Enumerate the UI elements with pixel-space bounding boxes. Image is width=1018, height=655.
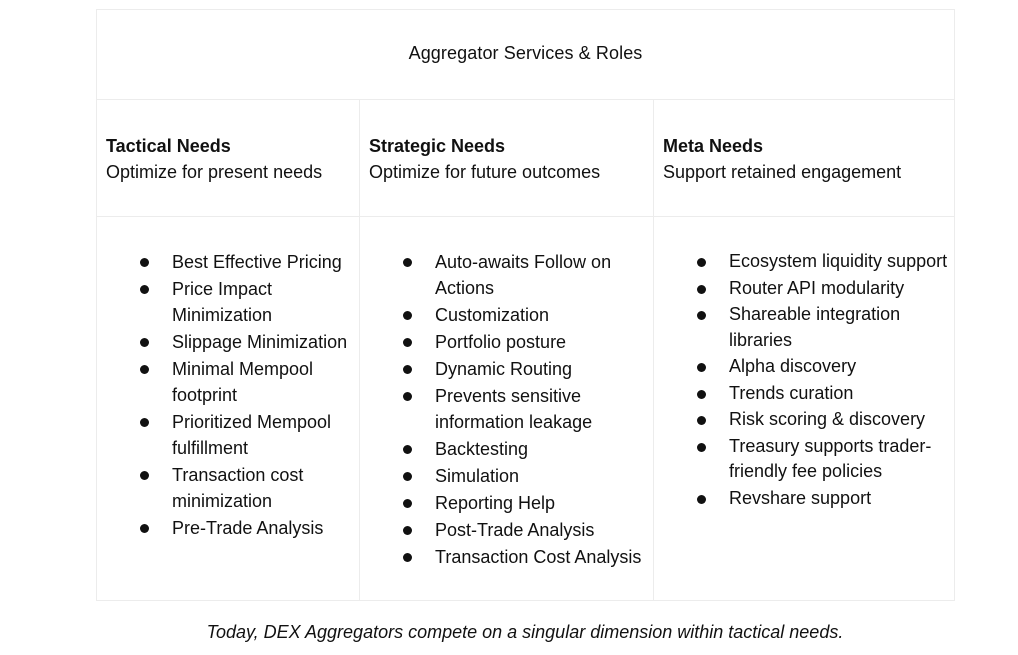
tactical-list	[97, 217, 359, 541]
bullet-icon	[697, 495, 706, 504]
list-item: Ecosystem liquidity support	[654, 249, 948, 275]
table-caption: Today, DEX Aggregators compete on a singular dimension within tactical needs.	[206, 622, 844, 642]
bullet-icon	[697, 443, 706, 452]
list-item: Customization	[360, 302, 647, 328]
strategic-header-cell	[359, 100, 653, 216]
list-item: Reporting Help	[360, 490, 647, 516]
meta-list-cell	[653, 216, 954, 600]
list-item: Backtesting	[360, 436, 647, 462]
list-item: Auto-awaits Follow on Actions	[360, 249, 647, 301]
bullet-icon	[403, 311, 412, 320]
meta-subheading: Support retained engagement	[663, 162, 902, 182]
tactical-subheading: Optimize for present needs	[106, 162, 323, 182]
bullet-icon	[403, 499, 412, 508]
tactical-list-cell	[97, 216, 359, 600]
bullet-icon	[697, 363, 706, 372]
bullet-icon	[140, 258, 149, 267]
strategic-list	[360, 217, 653, 570]
list-item: Pre-Trade Analysis	[97, 515, 353, 541]
bullet-icon	[403, 338, 412, 347]
list-item: Transaction Cost Analysis	[360, 544, 647, 570]
bullet-icon	[403, 526, 412, 535]
bullet-icon	[140, 285, 149, 294]
meta-heading: Meta Needs	[663, 136, 764, 156]
list-item: Price Impact Minimization	[97, 276, 353, 328]
bullet-icon	[403, 365, 412, 374]
bullet-icon	[697, 285, 706, 294]
tactical-header-cell	[97, 100, 359, 216]
table-title: Aggregator Services & Roles	[408, 43, 643, 63]
table-title-row	[97, 10, 954, 100]
list-item: Router API modularity	[654, 276, 948, 302]
bullet-icon	[403, 445, 412, 454]
bullet-icon	[697, 311, 706, 320]
bullet-icon	[140, 338, 149, 347]
list-item: Revshare support	[654, 486, 948, 512]
list-item: Post-Trade Analysis	[360, 517, 647, 543]
aggregator-roles-table	[96, 9, 955, 601]
bullet-icon	[140, 418, 149, 427]
bullet-icon	[140, 524, 149, 533]
bullet-icon	[140, 365, 149, 374]
list-item: Minimal Mempool footprint	[97, 356, 353, 408]
list-item: Dynamic Routing	[360, 356, 647, 382]
list-item: Risk scoring & discovery	[654, 407, 948, 433]
bullet-icon	[403, 258, 412, 267]
list-item: Prioritized Mempool fulfillment	[97, 409, 353, 461]
bullet-icon	[403, 472, 412, 481]
bullet-icon	[140, 471, 149, 480]
list-item: Prevents sensitive information leakage	[360, 383, 647, 435]
strategic-list-cell	[359, 216, 653, 600]
list-item: Transaction cost minimization	[97, 462, 353, 514]
list-item: Slippage Minimization	[97, 329, 353, 355]
list-item: Simulation	[360, 463, 647, 489]
list-item: Trends curation	[654, 381, 948, 407]
list-item: Portfolio posture	[360, 329, 647, 355]
list-item: Alpha discovery	[654, 354, 948, 380]
meta-list	[654, 217, 954, 511]
list-item: Best Effective Pricing	[97, 249, 353, 275]
bullet-icon	[697, 390, 706, 399]
bullet-icon	[697, 258, 706, 267]
list-item: Shareable integration libraries	[654, 302, 948, 353]
list-item: Treasury supports trader-friendly fee policies	[654, 434, 948, 485]
strategic-heading: Strategic Needs	[369, 136, 506, 156]
bullet-icon	[697, 416, 706, 425]
strategic-subheading: Optimize for future outcomes	[369, 162, 601, 182]
bullet-icon	[403, 392, 412, 401]
bullet-icon	[403, 553, 412, 562]
tactical-heading: Tactical Needs	[106, 136, 231, 156]
meta-header-cell	[653, 100, 954, 216]
